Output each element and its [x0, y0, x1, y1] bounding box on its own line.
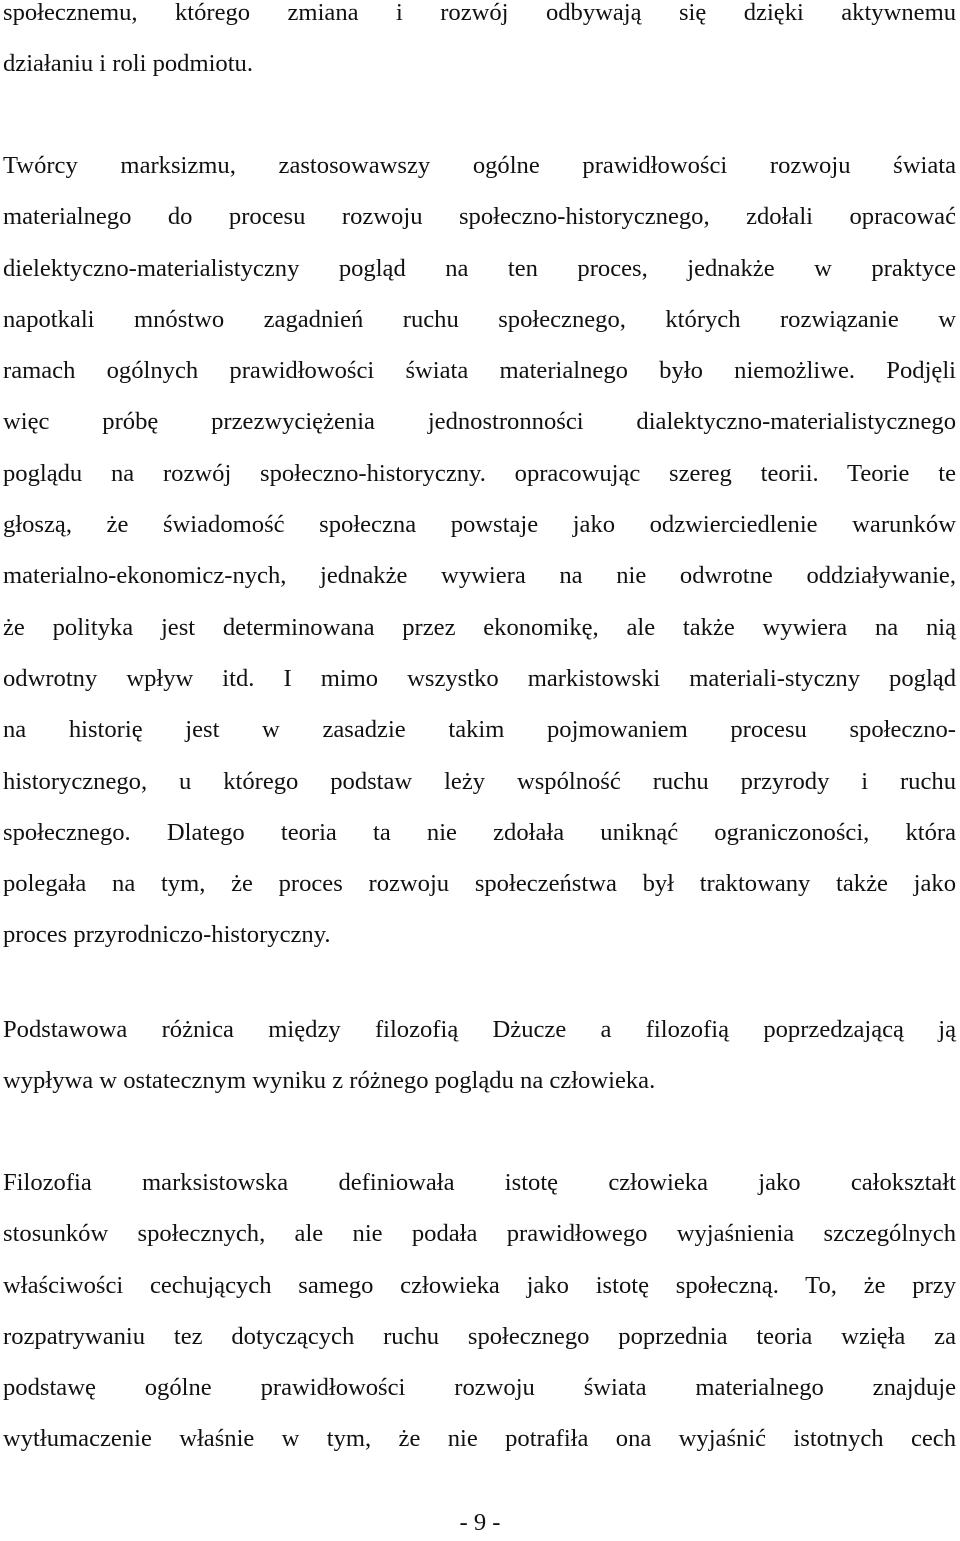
text-line: społecznego. Dlatego teoria ta nie zdołała uniknąć ograniczoności, która: [3, 818, 956, 846]
text-line: ramach ogólnych prawidłowości świata materialnego było niemożliwe. Podjęli: [3, 357, 956, 385]
text-line: że polityka jest determinowana przez ekonomikę, ale także wywiera na nią: [3, 613, 956, 641]
paragraph-basic-difference: [3, 1004, 956, 1107]
text-line: historycznego, u którego podstaw leży wspólność ruchu przyrody i ruchu: [3, 767, 956, 795]
page-number: - 9 -: [459, 1509, 501, 1536]
text-line: napotkali mnóstwo zagadnień ruchu społecznego, których rozwiązanie w: [3, 305, 956, 333]
text-line: Twórcy marksizmu, zastosowawszy ogólne prawidłowości rozwoju świata: [3, 152, 956, 179]
text-line: wypływa w ostatecznym wyniku z różnego poglądu na człowieka.: [3, 1067, 656, 1095]
text-line: Podstawowa różnica między filozofią Dżucze a filozofią poprzedzającą ją: [3, 1016, 956, 1043]
paragraph-continuation: [3, 0, 956, 90]
text-line: głoszą, że świadomość społeczna powstaje jako odzwierciedlenie warunków: [3, 511, 956, 539]
text-line: Filozofia marksistowska definiowała istotę człowieka jako całokształt: [3, 1169, 956, 1196]
text-line: podstawę ogólne prawidłowości rozwoju świata materialnego znajduje: [3, 1374, 956, 1402]
text-line: właściwości cechujących samego człowieka jako istotę społeczną. To, że przy: [3, 1271, 956, 1299]
paragraph-marxism-theory: [3, 140, 956, 961]
text-line: proces przyrodniczo-historyczny.: [3, 921, 331, 949]
text-line: polegała na tym, że proces rozwoju społeczeństwa był traktowany także jako: [3, 870, 956, 898]
text-line: na historię jest w zasadzie takim pojmowaniem procesu społeczno-: [3, 716, 956, 744]
text-line: więc próbę przezwyciężenia jednostronności dialektyczno-materialistycznego: [3, 408, 956, 436]
text-line: dielektyczno-materialistyczny pogląd na ten proces, jednakże w praktyce: [3, 254, 956, 282]
text-line: stosunków społecznych, ale nie podała prawidłowego wyjaśnienia szczególnych: [3, 1220, 956, 1248]
text-line: społecznemu, którego zmiana i rozwój odbywają się dzięki aktywnemu: [3, 0, 956, 26]
text-line: materialno-ekonomicz-nych, jednakże wywiera na nie odwrotne oddziaływanie,: [3, 562, 956, 590]
text-line: poglądu na rozwój społeczno-historyczny. opracowując szereg teorii. Teorie te: [3, 459, 956, 487]
text-line: działaniu i roli podmiotu.: [3, 50, 253, 78]
text-line: rozpatrywaniu tez dotyczących ruchu społecznego poprzednia teoria wzięła za: [3, 1322, 956, 1350]
text-line: odwrotny wpływ itd. I mimo wszystko markistowski materiali-styczny pogląd: [3, 664, 956, 692]
text-line: materialnego do procesu rozwoju społeczno-historycznego, zdołali opracować: [3, 203, 956, 231]
paragraph-marxist-philosophy: [3, 1157, 956, 1465]
text-line: wytłumaczenie właśnie w tym, że nie potrafiła ona wyjaśnić istotnych cech: [3, 1425, 956, 1453]
